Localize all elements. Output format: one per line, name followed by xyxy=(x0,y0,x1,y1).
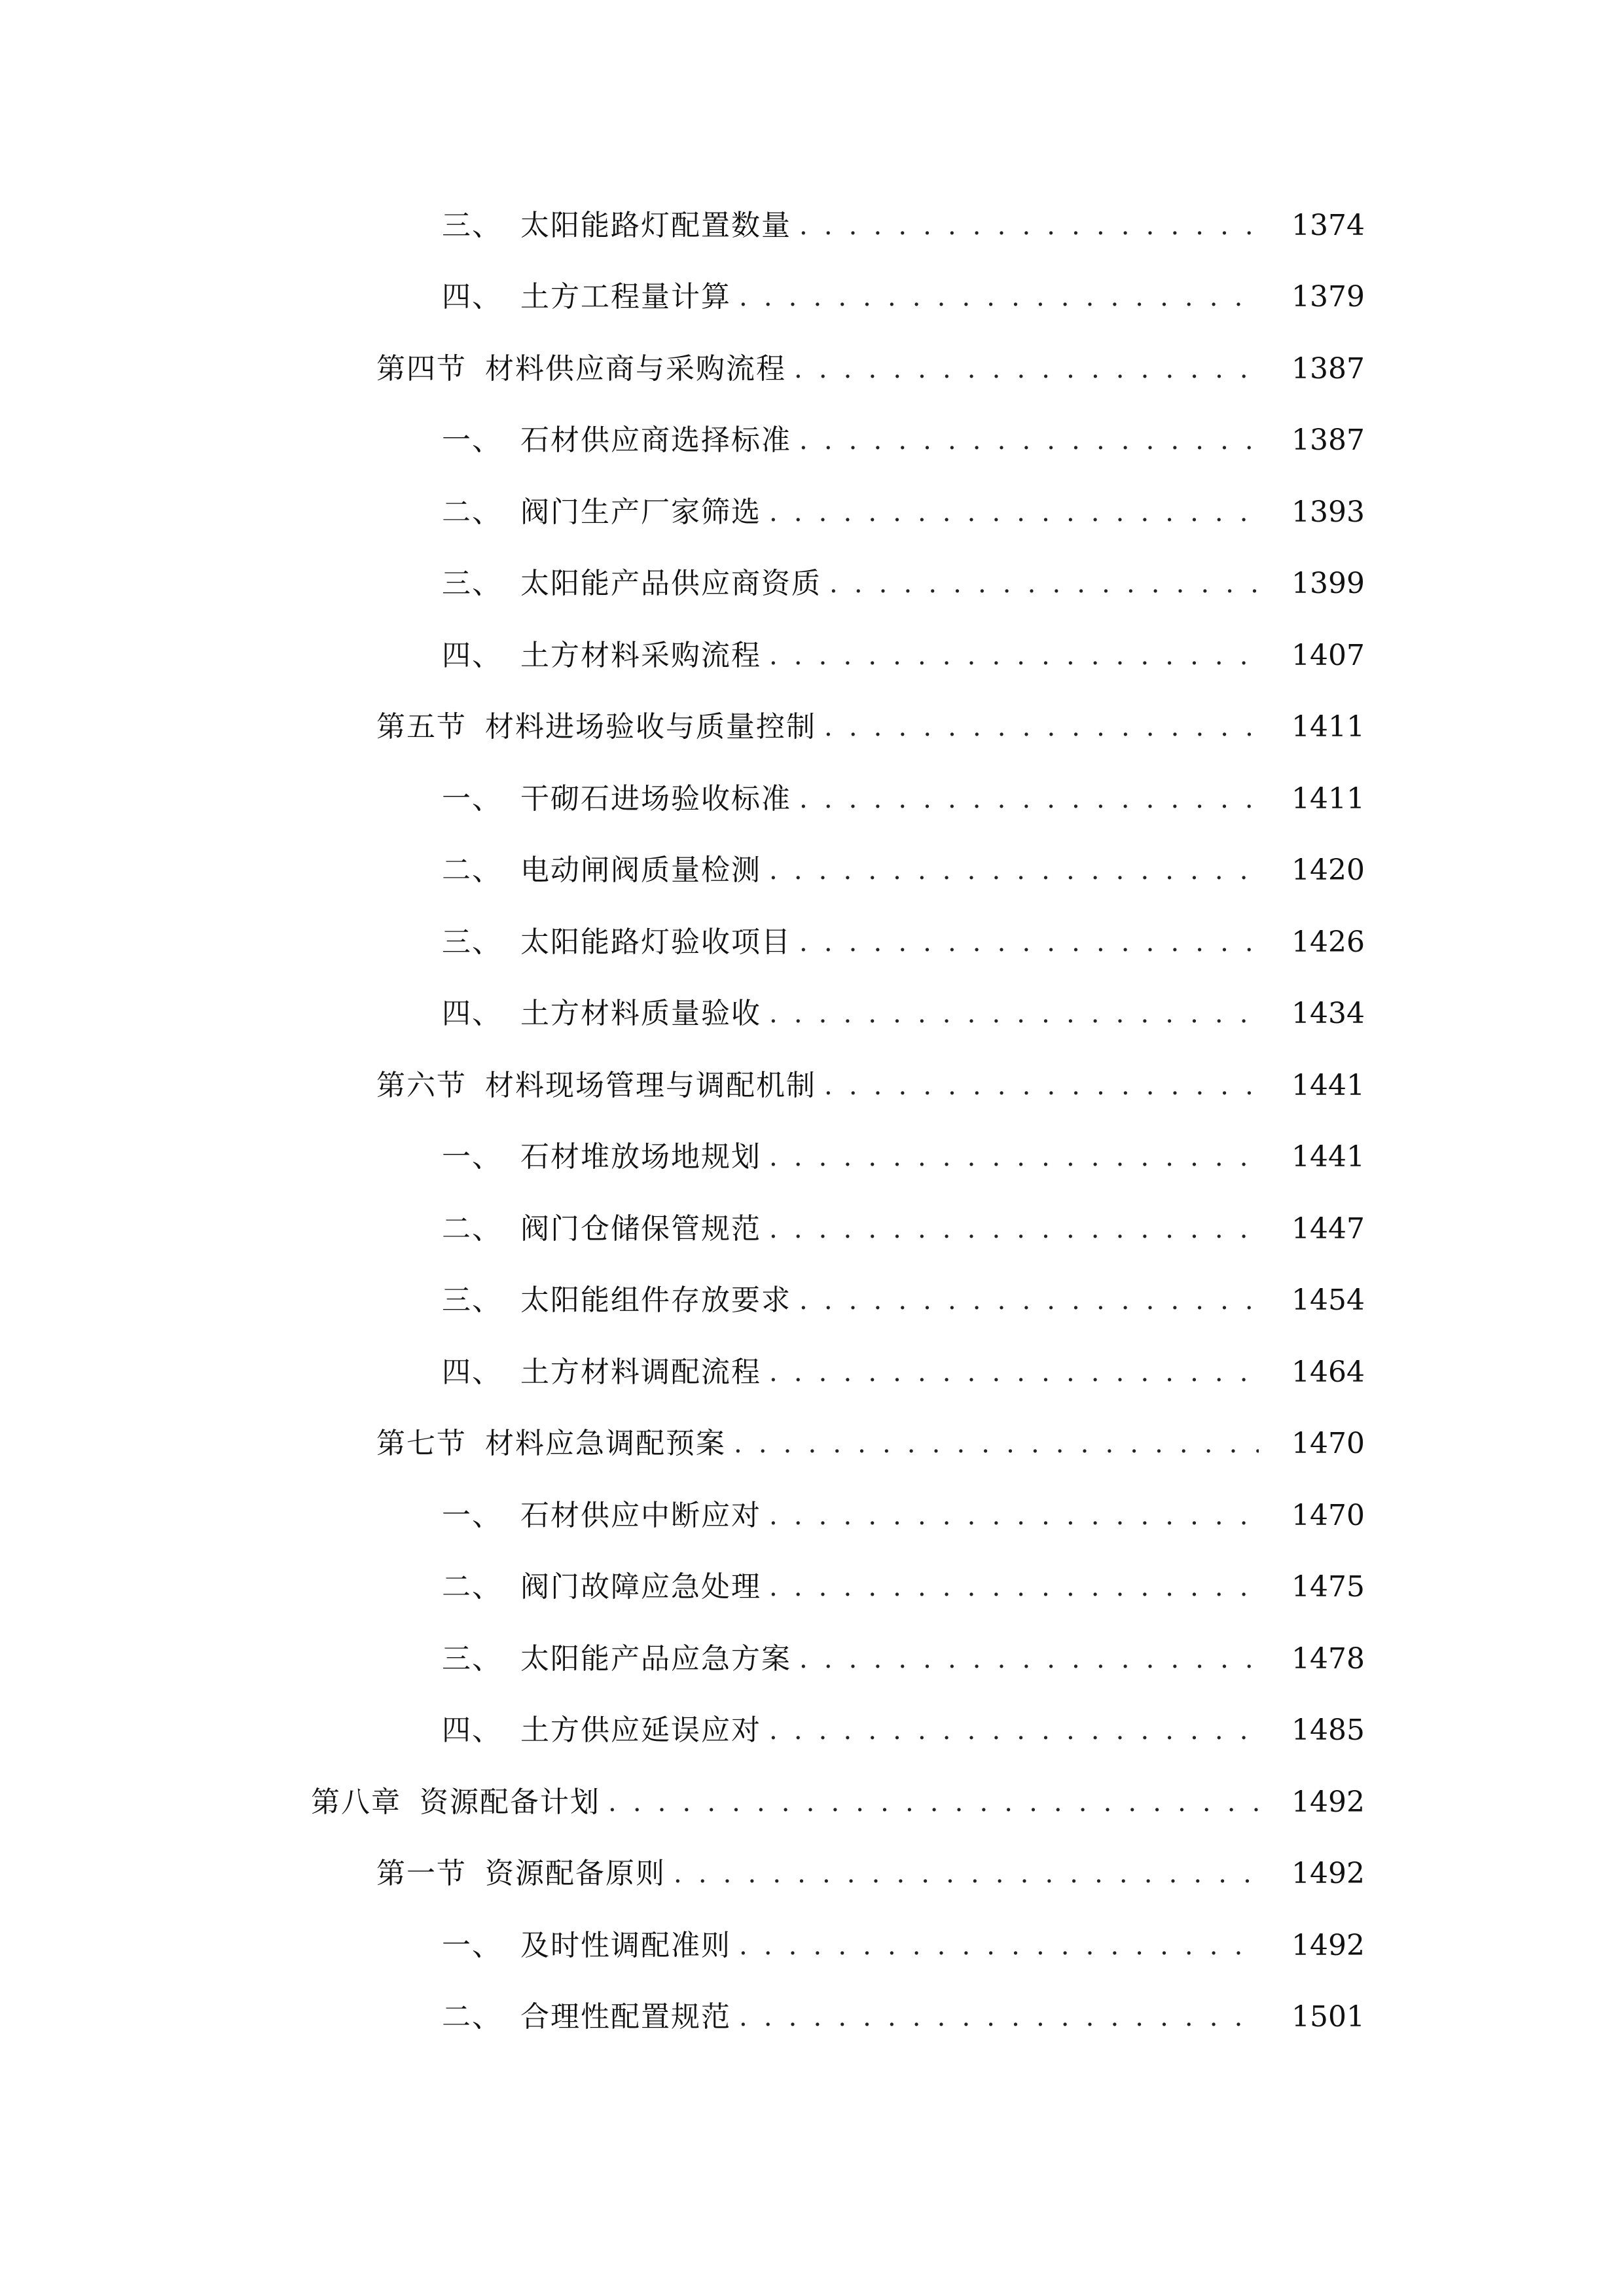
entry-page-number: 1475 xyxy=(1291,1570,1365,1604)
entry-page-number: 1407 xyxy=(1291,638,1365,672)
entry-page-number: 1447 xyxy=(1291,1211,1365,1246)
toc-entry[interactable] xyxy=(0,1193,1624,1265)
entry-page-number: 1492 xyxy=(1291,1857,1365,1891)
entry-title: 资源配备原则 xyxy=(485,1857,666,1891)
entry-title: 太阳能产品应急方案 xyxy=(520,1641,791,1676)
entry-number: 一、 xyxy=(442,781,502,816)
entry-title: 土方材料质量验收 xyxy=(520,997,761,1031)
entry-page-number: 1470 xyxy=(1291,1427,1365,1461)
entry-number: 四、 xyxy=(442,1355,502,1389)
entry-number: 一、 xyxy=(442,1498,502,1532)
entry-number: 四、 xyxy=(442,1713,502,1748)
toc-entry[interactable] xyxy=(0,1839,1624,1910)
entry-page-number: 1420 xyxy=(1291,853,1365,888)
toc-entry[interactable] xyxy=(0,1695,1624,1767)
table-of-contents xyxy=(0,190,1624,2053)
toc-entry[interactable] xyxy=(0,1623,1624,1695)
entry-page-number: 1454 xyxy=(1291,1283,1365,1318)
entry-page-number: 1441 xyxy=(1291,1068,1365,1102)
entry-number: 三、 xyxy=(442,567,502,601)
dot-leader xyxy=(769,1216,1259,1242)
entry-page-number: 1501 xyxy=(1291,2000,1365,2034)
toc-entry[interactable] xyxy=(0,1408,1624,1480)
toc-entry[interactable] xyxy=(0,262,1624,334)
entry-number: 二、 xyxy=(442,495,502,529)
entry-page-number: 1478 xyxy=(1291,1641,1365,1676)
entry-title: 太阳能路灯验收项目 xyxy=(520,925,791,959)
entry-title: 土方工程量计算 xyxy=(520,280,731,314)
entry-title: 石材供应商选择标准 xyxy=(520,423,791,457)
toc-entry[interactable] xyxy=(0,1336,1624,1408)
entry-number: 三、 xyxy=(442,1641,502,1676)
entry-number: 第七节 xyxy=(376,1427,467,1461)
entry-title: 石材供应中断应对 xyxy=(520,1498,761,1532)
entry-page-number: 1464 xyxy=(1291,1355,1365,1389)
entry-title: 土方材料调配流程 xyxy=(520,1355,761,1389)
entry-title: 材料现场管理与调配机制 xyxy=(485,1068,816,1102)
dot-leader xyxy=(739,284,1259,310)
entry-title: 合理性配置规范 xyxy=(520,2000,731,2034)
entry-number: 二、 xyxy=(442,1211,502,1246)
entry-number: 第一节 xyxy=(376,1857,467,1891)
entry-number: 二、 xyxy=(442,1570,502,1604)
toc-entry[interactable] xyxy=(0,620,1624,692)
entry-title: 石材堆放场地规划 xyxy=(520,1140,761,1174)
toc-entry[interactable] xyxy=(0,692,1624,764)
dot-leader xyxy=(799,929,1259,956)
entry-title: 材料应急调配预案 xyxy=(485,1427,726,1461)
entry-page-number: 1492 xyxy=(1291,1928,1365,1962)
entry-page-number: 1441 xyxy=(1291,1140,1365,1174)
entry-page-number: 1379 xyxy=(1291,280,1365,314)
dot-leader xyxy=(799,1287,1259,1314)
entry-page-number: 1399 xyxy=(1291,567,1365,601)
dot-leader xyxy=(829,571,1259,597)
entry-number: 二、 xyxy=(442,2000,502,2034)
dot-leader xyxy=(608,1789,1259,1816)
dot-leader xyxy=(769,499,1259,526)
entry-number: 一、 xyxy=(442,423,502,457)
dot-leader xyxy=(739,1933,1259,1959)
entry-title: 土方供应延误应对 xyxy=(520,1713,761,1748)
dot-leader xyxy=(769,1503,1259,1529)
entry-number: 第四节 xyxy=(376,351,467,386)
entry-number: 三、 xyxy=(442,208,502,242)
toc-entry[interactable] xyxy=(0,1552,1624,1624)
entry-number: 四、 xyxy=(442,280,502,314)
toc-entry[interactable] xyxy=(0,548,1624,620)
dot-leader xyxy=(769,1359,1259,1386)
entry-title: 太阳能路灯配置数量 xyxy=(520,208,791,242)
entry-number: 一、 xyxy=(442,1928,502,1962)
toc-entry[interactable] xyxy=(0,835,1624,907)
entry-title: 太阳能产品供应商资质 xyxy=(520,567,821,601)
toc-entry[interactable] xyxy=(0,1480,1624,1552)
entry-page-number: 1485 xyxy=(1291,1713,1365,1748)
toc-entry[interactable] xyxy=(0,1265,1624,1337)
entry-title: 阀门仓储保管规范 xyxy=(520,1211,761,1246)
dot-leader xyxy=(739,2004,1259,2030)
entry-title: 材料进场验收与质量控制 xyxy=(485,710,816,744)
toc-entry[interactable] xyxy=(0,1122,1624,1194)
entry-title: 土方材料采购流程 xyxy=(520,638,761,672)
dot-leader xyxy=(674,1861,1259,1887)
dot-leader xyxy=(769,1001,1259,1027)
entry-title: 及时性调配准则 xyxy=(520,1928,731,1962)
toc-entry[interactable] xyxy=(0,1910,1624,1982)
dot-leader xyxy=(799,213,1259,239)
entry-title: 太阳能组件存放要求 xyxy=(520,1283,791,1318)
toc-entry[interactable] xyxy=(0,1982,1624,2054)
entry-title: 资源配备计划 xyxy=(420,1785,600,1819)
entry-number: 三、 xyxy=(442,925,502,959)
dot-leader xyxy=(799,786,1259,812)
toc-entry[interactable] xyxy=(0,190,1624,262)
entry-number: 四、 xyxy=(442,997,502,1031)
dot-leader xyxy=(824,714,1259,740)
entry-title: 干砌石进场验收标准 xyxy=(520,781,791,816)
entry-title: 材料供应商与采购流程 xyxy=(485,351,786,386)
toc-entry[interactable] xyxy=(0,763,1624,835)
entry-number: 第五节 xyxy=(376,710,467,744)
dot-leader xyxy=(734,1431,1259,1457)
dot-leader xyxy=(799,427,1259,454)
entry-page-number: 1411 xyxy=(1291,781,1365,816)
toc-entry[interactable] xyxy=(0,405,1624,477)
dot-leader xyxy=(769,1717,1259,1744)
entry-page-number: 1470 xyxy=(1291,1498,1365,1532)
entry-page-number: 1374 xyxy=(1291,208,1365,242)
entry-number: 第六节 xyxy=(376,1068,467,1102)
entry-number: 第八章 xyxy=(311,1785,401,1819)
entry-number: 一、 xyxy=(442,1140,502,1174)
entry-page-number: 1387 xyxy=(1291,423,1365,457)
toc-entry[interactable] xyxy=(0,978,1624,1050)
entry-page-number: 1426 xyxy=(1291,925,1365,959)
dot-leader xyxy=(824,1073,1259,1099)
entry-number: 三、 xyxy=(442,1283,502,1318)
entry-title: 电动闸阀质量检测 xyxy=(520,853,761,888)
dot-leader xyxy=(769,857,1259,884)
entry-page-number: 1434 xyxy=(1291,997,1365,1031)
entry-page-number: 1387 xyxy=(1291,351,1365,386)
toc-entry[interactable] xyxy=(0,1050,1624,1122)
dot-leader xyxy=(794,356,1259,382)
dot-leader xyxy=(769,1574,1259,1600)
dot-leader xyxy=(769,1144,1259,1170)
toc-entry[interactable] xyxy=(0,1767,1624,1839)
entry-number: 四、 xyxy=(442,638,502,672)
entry-title: 阀门故障应急处理 xyxy=(520,1570,761,1604)
toc-entry[interactable] xyxy=(0,476,1624,548)
entry-number: 二、 xyxy=(442,853,502,888)
toc-entry[interactable] xyxy=(0,906,1624,978)
toc-entry[interactable] xyxy=(0,333,1624,405)
dot-leader xyxy=(769,643,1259,669)
entry-page-number: 1393 xyxy=(1291,495,1365,529)
entry-page-number: 1492 xyxy=(1291,1785,1365,1819)
dot-leader xyxy=(799,1646,1259,1672)
entry-page-number: 1411 xyxy=(1291,710,1365,744)
entry-title: 阀门生产厂家筛选 xyxy=(520,495,761,529)
